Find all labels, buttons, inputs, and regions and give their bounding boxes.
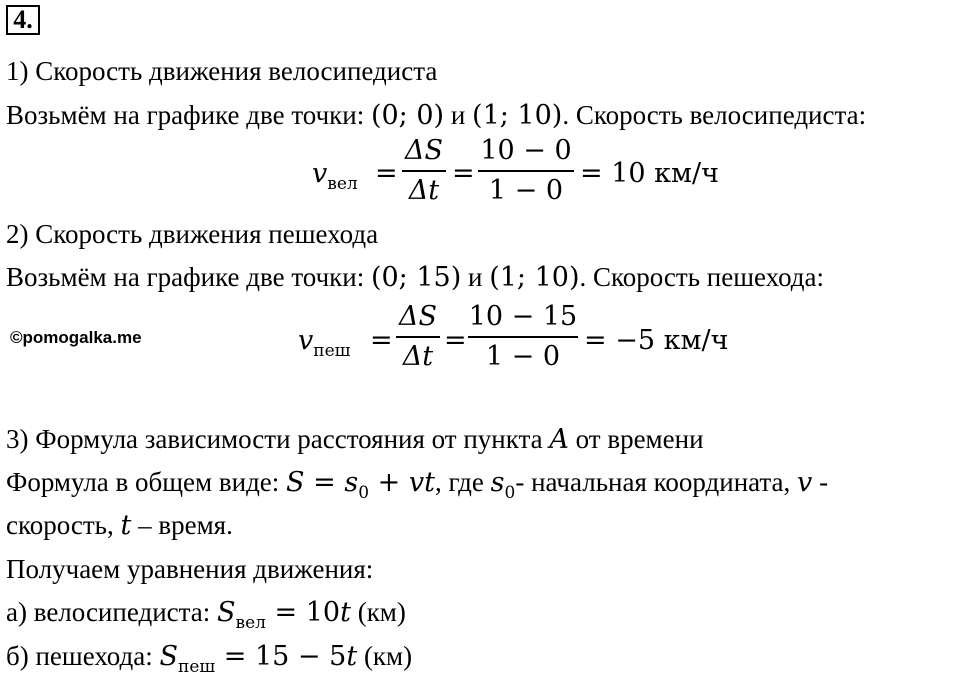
cyclist-equation: а) велосипедиста: $S_{вел} = 10t$ (км) bbox=[6, 597, 406, 633]
section2-and: и bbox=[461, 262, 490, 292]
section1-frac1: ΔS Δt bbox=[402, 136, 446, 206]
section3-heading: 3) Формула зависимости расстояния от пункта A от времени bbox=[6, 424, 704, 455]
section2-point1: (0; 15) bbox=[370, 262, 462, 293]
section1-frac2: 10 − 0 1 − 0 bbox=[478, 136, 574, 206]
point-a-var: A bbox=[549, 424, 569, 455]
section2-point2: (1; 10) bbox=[489, 262, 580, 293]
section2-result: = −5 км/ч bbox=[584, 325, 729, 356]
section1-point1: (0; 0) bbox=[370, 100, 445, 131]
section1-heading: 1) Скорость движения велосипедиста bbox=[6, 56, 438, 86]
section2-lhs: $v_{пеш}$ bbox=[298, 325, 351, 361]
section1-text bbox=[6, 100, 866, 131]
section2-frac2: 10 − 15 1 − 0 bbox=[468, 301, 578, 372]
watermark: ©pomogalka.me bbox=[10, 328, 142, 347]
section1-eq2: = bbox=[452, 158, 475, 189]
section2-text-b: . Скорость пешехода: bbox=[579, 262, 825, 292]
general-formula-line2: скорость, t – время. bbox=[6, 510, 233, 541]
section2-eq2: = bbox=[444, 325, 467, 356]
section1-text-a: Возьмём на графике две точки: bbox=[6, 100, 371, 130]
section1-text-b: . Скорость велосипедиста: bbox=[562, 100, 867, 130]
section1-and: и bbox=[444, 100, 473, 130]
equations-intro: Получаем уравнения движения: bbox=[6, 554, 374, 584]
section1-eq1: = bbox=[375, 158, 398, 189]
section2-heading: 2) Скорость движения пешехода bbox=[6, 219, 379, 249]
section2-text bbox=[6, 262, 824, 293]
section1-point2: (1; 10) bbox=[472, 100, 563, 131]
section1-result: = 10 км/ч bbox=[580, 158, 719, 189]
general-formula-line: Формула в общем виде: $S = s_0$ + vt, где $s_0-$ начальная координата, v - bbox=[6, 467, 829, 503]
problem-number-badge: 4. bbox=[6, 5, 40, 35]
pedestrian-equation: б) пешехода: $S_{пеш} = 15 - 5t$ (км) bbox=[6, 641, 413, 677]
section2-frac1: ΔS Δt bbox=[396, 302, 440, 372]
section1-lhs: $v_{вел}$ bbox=[312, 158, 358, 194]
section2-eq1: = bbox=[370, 325, 393, 356]
section2-text-a: Возьмём на графике две точки: bbox=[6, 262, 371, 292]
